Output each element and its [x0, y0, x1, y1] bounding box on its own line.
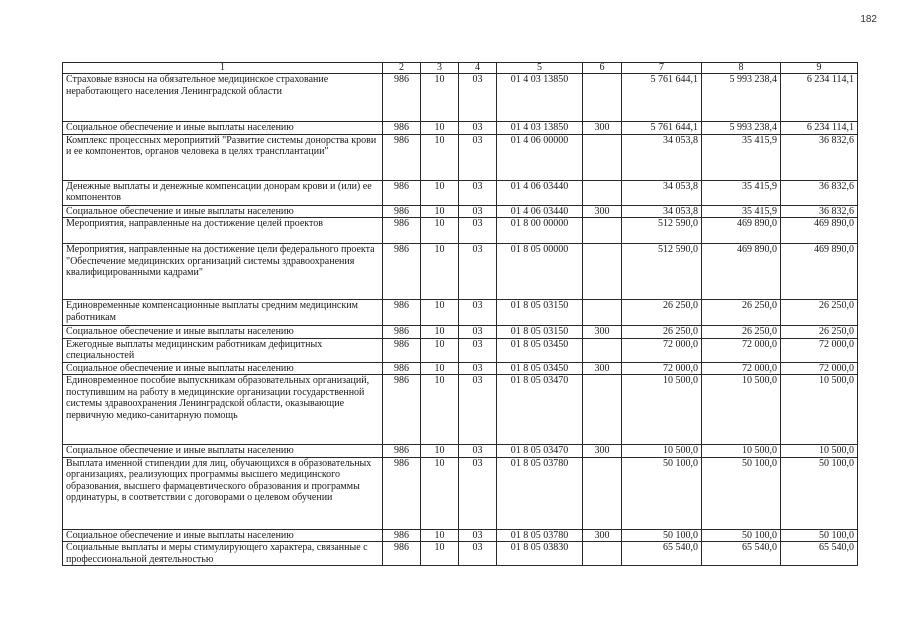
row-section-code: 10: [421, 362, 459, 375]
row-grbs-code: 986: [383, 542, 421, 566]
row-amount-year2: 5 993 238,4: [702, 122, 781, 135]
row-section-code: 10: [421, 445, 459, 458]
table-row: [63, 529, 858, 542]
row-amount-year1: 26 250,0: [622, 326, 702, 339]
row-name: Выплата именной стипендии для лиц, обучающихся в образовательных организациях, реализующих программы высшего медицинского образования, высшего фармацевтического образования и программы ординатуры, в соответствии с договорами о целевом обучении: [63, 457, 383, 529]
row-subsection-code: 03: [459, 300, 497, 326]
row-target-article: 01 8 05 03830: [497, 542, 583, 566]
row-target-article: 01 4 03 13850: [497, 122, 583, 135]
row-name: Единовременное пособие выпускникам образовательных организаций, поступившим на работу в медицинские организации государственной системы здравоохранения Ленинградской области, оказывающие первичную медико-санитарную помощь: [63, 375, 383, 445]
row-grbs-code: 986: [383, 218, 421, 244]
row-target-article: 01 8 05 03450: [497, 338, 583, 362]
row-subsection-code: 03: [459, 205, 497, 218]
table-row: [63, 205, 858, 218]
row-amount-year2: 35 415,9: [702, 180, 781, 205]
row-grbs-code: 986: [383, 338, 421, 362]
row-target-article: 01 8 05 03470: [497, 445, 583, 458]
row-amount-year2: 72 000,0: [702, 362, 781, 375]
row-amount-year2: 35 415,9: [702, 134, 781, 180]
table-row: [63, 218, 858, 244]
table-row: [63, 457, 858, 529]
row-amount-year2: 65 540,0: [702, 542, 781, 566]
row-subsection-code: 03: [459, 338, 497, 362]
row-section-code: 10: [421, 74, 459, 122]
row-amount-year3: 6 234 114,1: [781, 122, 858, 135]
table-row: [63, 74, 858, 122]
page-number: 182: [860, 14, 877, 25]
row-amount-year1: 512 590,0: [622, 244, 702, 300]
row-amount-year1: 34 053,8: [622, 180, 702, 205]
row-expense-type: [583, 74, 622, 122]
row-section-code: 10: [421, 180, 459, 205]
row-subsection-code: 03: [459, 244, 497, 300]
table-body: [63, 74, 858, 566]
row-subsection-code: 03: [459, 457, 497, 529]
table-row: [63, 445, 858, 458]
column-header: 2: [383, 63, 421, 74]
row-amount-year1: 512 590,0: [622, 218, 702, 244]
row-expense-type: [583, 338, 622, 362]
row-amount-year1: 10 500,0: [622, 445, 702, 458]
row-amount-year3: 36 832,6: [781, 134, 858, 180]
table-row: [63, 122, 858, 135]
row-name: Социальное обеспечение и иные выплаты населению: [63, 122, 383, 135]
row-amount-year3: 26 250,0: [781, 300, 858, 326]
table-row: [63, 542, 858, 566]
row-name: Мероприятия, направленные на достижение целей проектов: [63, 218, 383, 244]
row-section-code: 10: [421, 244, 459, 300]
column-number-row: [63, 63, 858, 74]
row-amount-year2: 469 890,0: [702, 218, 781, 244]
row-subsection-code: 03: [459, 134, 497, 180]
row-grbs-code: 986: [383, 180, 421, 205]
row-expense-type: 300: [583, 445, 622, 458]
row-section-code: 10: [421, 300, 459, 326]
row-amount-year1: 65 540,0: [622, 542, 702, 566]
table-row: [63, 244, 858, 300]
row-expense-type: [583, 375, 622, 445]
row-grbs-code: 986: [383, 122, 421, 135]
column-header: 3: [421, 63, 459, 74]
row-amount-year3: 36 832,6: [781, 205, 858, 218]
row-name: Денежные выплаты и денежные компенсации донорам крови и (или) ее компонентов: [63, 180, 383, 205]
row-subsection-code: 03: [459, 542, 497, 566]
row-amount-year3: 36 832,6: [781, 180, 858, 205]
row-subsection-code: 03: [459, 362, 497, 375]
row-expense-type: [583, 244, 622, 300]
row-amount-year2: 72 000,0: [702, 338, 781, 362]
column-header: 5: [497, 63, 583, 74]
row-name: Страховые взносы на обязательное медицинское страхование неработающего населения Ленинградской области: [63, 74, 383, 122]
row-section-code: 10: [421, 134, 459, 180]
row-amount-year1: 34 053,8: [622, 205, 702, 218]
row-expense-type: 300: [583, 205, 622, 218]
column-header: 9: [781, 63, 858, 74]
table-row: [63, 338, 858, 362]
row-amount-year3: 26 250,0: [781, 326, 858, 339]
row-section-code: 10: [421, 542, 459, 566]
row-target-article: 01 4 06 00000: [497, 134, 583, 180]
row-expense-type: 300: [583, 326, 622, 339]
row-grbs-code: 986: [383, 457, 421, 529]
row-expense-type: [583, 180, 622, 205]
row-expense-type: [583, 542, 622, 566]
row-amount-year2: 10 500,0: [702, 375, 781, 445]
column-header: 7: [622, 63, 702, 74]
table-row: [63, 362, 858, 375]
row-amount-year3: 65 540,0: [781, 542, 858, 566]
row-name: Социальное обеспечение и иные выплаты населению: [63, 326, 383, 339]
row-section-code: 10: [421, 326, 459, 339]
row-grbs-code: 986: [383, 244, 421, 300]
row-target-article: 01 8 05 03450: [497, 362, 583, 375]
row-amount-year3: 72 000,0: [781, 362, 858, 375]
row-grbs-code: 986: [383, 445, 421, 458]
table-row: [63, 326, 858, 339]
row-name: Социальное обеспечение и иные выплаты населению: [63, 529, 383, 542]
row-subsection-code: 03: [459, 375, 497, 445]
row-amount-year1: 10 500,0: [622, 375, 702, 445]
table-row: [63, 300, 858, 326]
row-amount-year2: 26 250,0: [702, 326, 781, 339]
column-header: 8: [702, 63, 781, 74]
row-amount-year2: 26 250,0: [702, 300, 781, 326]
table-row: [63, 375, 858, 445]
row-name: Единовременные компенсационные выплаты средним медицинским работникам: [63, 300, 383, 326]
row-expense-type: 300: [583, 122, 622, 135]
row-section-code: 10: [421, 529, 459, 542]
row-grbs-code: 986: [383, 300, 421, 326]
row-expense-type: [583, 300, 622, 326]
row-amount-year3: 72 000,0: [781, 338, 858, 362]
row-target-article: 01 8 05 03780: [497, 529, 583, 542]
row-section-code: 10: [421, 205, 459, 218]
row-subsection-code: 03: [459, 529, 497, 542]
row-subsection-code: 03: [459, 218, 497, 244]
row-section-code: 10: [421, 375, 459, 445]
row-amount-year2: 50 100,0: [702, 457, 781, 529]
row-amount-year1: 34 053,8: [622, 134, 702, 180]
row-amount-year2: 469 890,0: [702, 244, 781, 300]
row-amount-year1: 50 100,0: [622, 457, 702, 529]
row-amount-year3: 50 100,0: [781, 457, 858, 529]
row-amount-year2: 50 100,0: [702, 529, 781, 542]
row-amount-year3: 50 100,0: [781, 529, 858, 542]
row-grbs-code: 986: [383, 362, 421, 375]
row-target-article: 01 8 05 03780: [497, 457, 583, 529]
row-amount-year3: 10 500,0: [781, 445, 858, 458]
column-header: 4: [459, 63, 497, 74]
row-target-article: 01 8 00 00000: [497, 218, 583, 244]
row-target-article: 01 4 03 13850: [497, 74, 583, 122]
row-amount-year2: 5 993 238,4: [702, 74, 781, 122]
row-amount-year3: 469 890,0: [781, 244, 858, 300]
row-amount-year2: 10 500,0: [702, 445, 781, 458]
row-section-code: 10: [421, 338, 459, 362]
row-subsection-code: 03: [459, 122, 497, 135]
row-grbs-code: 986: [383, 205, 421, 218]
row-section-code: 10: [421, 218, 459, 244]
table-row: [63, 180, 858, 205]
row-expense-type: 300: [583, 362, 622, 375]
row-grbs-code: 986: [383, 74, 421, 122]
row-amount-year3: 469 890,0: [781, 218, 858, 244]
column-header: 6: [583, 63, 622, 74]
row-amount-year3: 10 500,0: [781, 375, 858, 445]
row-amount-year1: 5 761 644,1: [622, 122, 702, 135]
row-name: Социальные выплаты и меры стимулирующего характера, связанные с профессиональной деятельностью: [63, 542, 383, 566]
row-amount-year3: 6 234 114,1: [781, 74, 858, 122]
row-name: Социальное обеспечение и иные выплаты населению: [63, 445, 383, 458]
row-target-article: 01 8 05 03150: [497, 326, 583, 339]
row-target-article: 01 4 06 03440: [497, 180, 583, 205]
row-grbs-code: 986: [383, 529, 421, 542]
row-target-article: 01 8 05 00000: [497, 244, 583, 300]
row-name: Комплекс процессных мероприятий "Развитие системы донорства крови и ее компонентов, органов человека в целях трансплантации": [63, 134, 383, 180]
column-header: 1: [63, 63, 383, 74]
row-expense-type: [583, 218, 622, 244]
table-row: [63, 134, 858, 180]
row-section-code: 10: [421, 457, 459, 529]
row-expense-type: [583, 457, 622, 529]
row-amount-year1: 50 100,0: [622, 529, 702, 542]
row-amount-year2: 35 415,9: [702, 205, 781, 218]
row-grbs-code: 986: [383, 375, 421, 445]
row-name: Ежегодные выплаты медицинским работникам дефицитных специальностей: [63, 338, 383, 362]
row-target-article: 01 8 05 03470: [497, 375, 583, 445]
budget-table: [62, 62, 858, 566]
row-expense-type: [583, 134, 622, 180]
row-name: Социальное обеспечение и иные выплаты населению: [63, 362, 383, 375]
row-amount-year1: 72 000,0: [622, 362, 702, 375]
row-target-article: 01 4 06 03440: [497, 205, 583, 218]
row-subsection-code: 03: [459, 74, 497, 122]
row-amount-year1: 72 000,0: [622, 338, 702, 362]
row-subsection-code: 03: [459, 326, 497, 339]
row-target-article: 01 8 05 03150: [497, 300, 583, 326]
row-name: Социальное обеспечение и иные выплаты населению: [63, 205, 383, 218]
row-name: Мероприятия, направленные на достижение цели федерального проекта "Обеспечение медицинских организаций системы здравоохранения квалифицированными кадрами": [63, 244, 383, 300]
row-expense-type: 300: [583, 529, 622, 542]
row-grbs-code: 986: [383, 134, 421, 180]
row-section-code: 10: [421, 122, 459, 135]
row-amount-year1: 26 250,0: [622, 300, 702, 326]
row-amount-year1: 5 761 644,1: [622, 74, 702, 122]
row-grbs-code: 986: [383, 326, 421, 339]
row-subsection-code: 03: [459, 180, 497, 205]
row-subsection-code: 03: [459, 445, 497, 458]
